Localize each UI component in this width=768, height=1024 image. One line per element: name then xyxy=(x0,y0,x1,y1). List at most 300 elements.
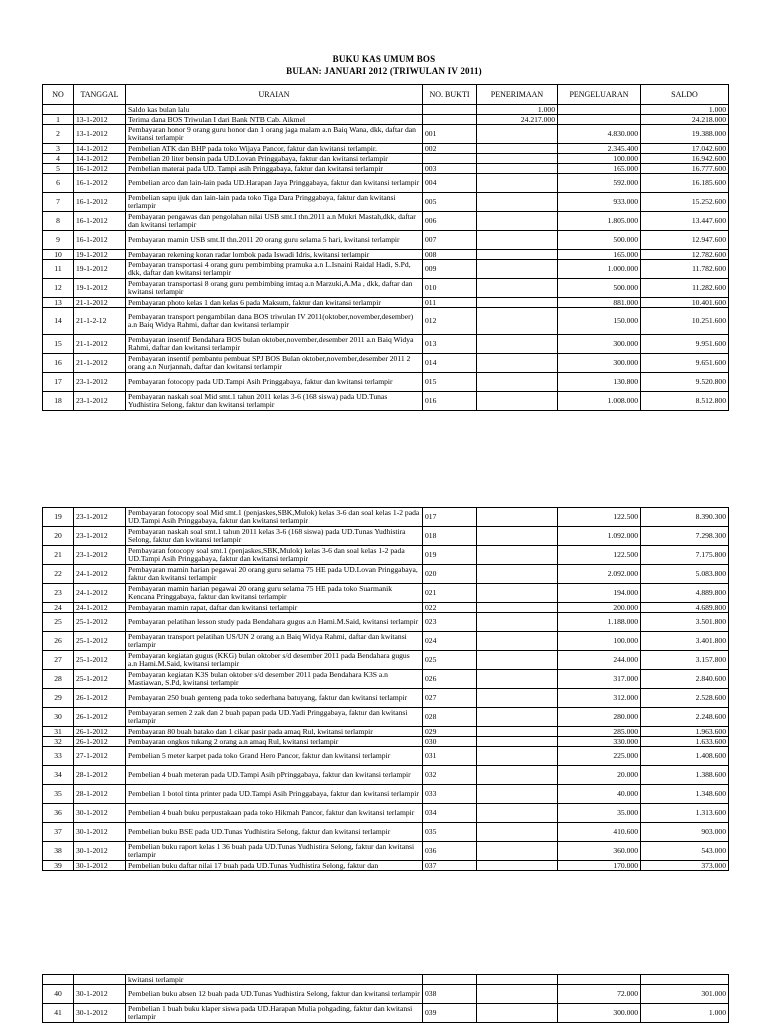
cell-no: 5 xyxy=(43,164,74,174)
header-no-bukti: NO. BUKTI xyxy=(423,85,477,105)
cell-no: 11 xyxy=(43,260,74,279)
cell-uraian: Pembayaran semen 2 zak dan 2 buah papan pada UD.Yadi Pringgabaya, faktur dan kwitansi terlampir xyxy=(126,708,423,727)
cell-penerimaan xyxy=(477,392,558,411)
cell-no: 25 xyxy=(43,613,74,632)
table-row xyxy=(43,115,729,125)
cell-saldo: 24.218.000 xyxy=(641,115,729,125)
table-row xyxy=(43,335,729,354)
cell-uraian: Pembayaran transportasi 8 orang guru pembimbing imtaq a.n Marzuki,A.Ma , dkk, daftar dan kwitansi terlampir xyxy=(126,279,423,298)
cell-pengeluaran: 244.000 xyxy=(558,651,641,670)
cell-penerimaan xyxy=(477,823,558,842)
cell-pengeluaran: 500.000 xyxy=(558,231,641,250)
cell-uraian: Pembayaran mamin USB smt.II thn.2011 20 orang guru selama 5 hari, kwitansi terlampir xyxy=(126,231,423,250)
cell-tanggal xyxy=(74,975,126,985)
cell-uraian: Pembelian 4 buah buku perpustakaan pada toko Hikmah Pancor, faktur dan kwitansi terlampir xyxy=(126,804,423,823)
cell-uraian: Pembayaran ongkos tukang 2 orang a.n amaq Rul, kwitansi terlampir xyxy=(126,737,423,747)
table-row xyxy=(43,747,729,766)
cell-penerimaan xyxy=(477,985,558,1004)
cell-uraian: Pembayaran naskah soal smt.1 tahun 2011 kelas 3-6 (168 siswa) pada UD.Tunas Yudhistira Selong, faktur dan kwitansi terlampir xyxy=(126,527,423,546)
cell-no-bukti: 031 xyxy=(423,747,477,766)
cell-no-bukti: 010 xyxy=(423,279,477,298)
cell-no-bukti: 007 xyxy=(423,231,477,250)
cell-no-bukti: 030 xyxy=(423,737,477,747)
table-row xyxy=(43,975,729,985)
cell-uraian: Pembelian 4 buah meteran pada UD.Tampi Asih pPringgabaya, faktur dan kwitansi terlampir xyxy=(126,766,423,785)
cell-saldo: 19.388.000 xyxy=(641,125,729,144)
cell-pengeluaran: 500.000 xyxy=(558,279,641,298)
cell-no: 12 xyxy=(43,279,74,298)
cell-no: 2 xyxy=(43,125,74,144)
cell-penerimaan xyxy=(477,1004,558,1023)
cell-pengeluaran: 165.000 xyxy=(558,164,641,174)
cell-no-bukti: 015 xyxy=(423,373,477,392)
cell-no: 9 xyxy=(43,231,74,250)
cell-tanggal: 16-1-2012 xyxy=(74,174,126,193)
cell-saldo: 1.000 xyxy=(641,1004,729,1023)
cell-uraian: Pembayaran 250 buah genteng pada toko sederhana batuyang, faktur dan kwitansi terlampir xyxy=(126,689,423,708)
cell-pengeluaran: 72.000 xyxy=(558,985,641,1004)
cell-tanggal: 26-1-2012 xyxy=(74,689,126,708)
cell-pengeluaran: 165.000 xyxy=(558,250,641,260)
cell-no: 27 xyxy=(43,651,74,670)
cell-uraian: Pembelian buku absen 12 buah pada UD.Tunas Yudhistira Selong, faktur dan kwitansi terlampir xyxy=(126,985,423,1004)
cell-saldo: 11.782.600 xyxy=(641,260,729,279)
cell-no-bukti: 001 xyxy=(423,125,477,144)
document-title: BUKU KAS UMUM BOS xyxy=(332,54,436,64)
cell-tanggal: 23-1-2012 xyxy=(74,527,126,546)
cell-pengeluaran: 1.188.000 xyxy=(558,613,641,632)
cell-tanggal: 25-1-2012 xyxy=(74,613,126,632)
cell-saldo: 12.782.600 xyxy=(641,250,729,260)
cell-tanggal: 23-1-2012 xyxy=(74,373,126,392)
cell-pengeluaran: 592.000 xyxy=(558,174,641,193)
table-row xyxy=(43,565,729,584)
cell-saldo: 1.963.600 xyxy=(641,727,729,737)
cell-pengeluaran: 300.000 xyxy=(558,335,641,354)
cell-no-bukti xyxy=(423,154,477,164)
cell-uraian: Pembayaran mamin harian pegawai 20 orang guru selama 75 HE pada UD.Lovan Pringgabaya, faktur dan kwitansi terlampir xyxy=(126,565,423,584)
cell-penerimaan xyxy=(477,125,558,144)
cell-pengeluaran: 170.000 xyxy=(558,861,641,871)
cell-uraian: Pembayaran fotocopy soal Mid smt.1 (penjaskes,SBK,Mulok) kelas 3-6 dan soal kelas 1-2 pada UD.Tampi Asih Pringgabaya, faktur dan kwitansi terlampir xyxy=(126,508,423,527)
cell-uraian: kwitansi terlampir xyxy=(126,975,423,985)
cell-saldo: 5.083.800 xyxy=(641,565,729,584)
header-penerimaan: PENERIMAAN xyxy=(477,85,558,105)
cell-penerimaan xyxy=(477,861,558,871)
cell-no: 41 xyxy=(43,1004,74,1023)
cell-penerimaan xyxy=(477,613,558,632)
cell-uraian: Pembayaran insentif Bendahara BOS bulan oktober,november,desember 2011 a.n Baiq Widya Rahmi, daftar dan kwitansi terlampir xyxy=(126,335,423,354)
cell-no xyxy=(43,105,74,115)
cell-penerimaan xyxy=(477,785,558,804)
table-row xyxy=(43,308,729,335)
cell-tanggal: 30-1-2012 xyxy=(74,861,126,871)
cell-no: 32 xyxy=(43,737,74,747)
cell-pengeluaran: 100.000 xyxy=(558,154,641,164)
cell-no: 1 xyxy=(43,115,74,125)
cell-pengeluaran xyxy=(558,105,641,115)
cell-penerimaan xyxy=(477,298,558,308)
cell-no: 19 xyxy=(43,508,74,527)
cell-no: 28 xyxy=(43,670,74,689)
cell-no: 26 xyxy=(43,632,74,651)
cell-pengeluaran: 4.830.000 xyxy=(558,125,641,144)
table-row xyxy=(43,260,729,279)
cell-no-bukti: 003 xyxy=(423,164,477,174)
table-row xyxy=(43,651,729,670)
cell-uraian: Pembayaran 80 buah batako dan 1 cikar pasir pada amaq Rul, kwitansi terlampir xyxy=(126,727,423,737)
cell-saldo: 1.313.600 xyxy=(641,804,729,823)
cell-no-bukti xyxy=(423,975,477,985)
cell-uraian: Pembayaran transport pelatihan US/UN 2 orang a.n Baiq Widya Rahmi, daftar dan kwitansi terlampir xyxy=(126,632,423,651)
cell-saldo xyxy=(641,975,729,985)
cell-pengeluaran: 280.000 xyxy=(558,708,641,727)
cell-saldo: 8.390.300 xyxy=(641,508,729,527)
cell-penerimaan xyxy=(477,212,558,231)
cell-penerimaan xyxy=(477,603,558,613)
cell-no-bukti: 036 xyxy=(423,842,477,861)
cell-no: 24 xyxy=(43,603,74,613)
cell-saldo: 4.889.800 xyxy=(641,584,729,603)
cell-tanggal: 21-1-2012 xyxy=(74,335,126,354)
table-row xyxy=(43,193,729,212)
cell-penerimaan: 1.000 xyxy=(477,105,558,115)
cell-saldo: 1.348.600 xyxy=(641,785,729,804)
table-row xyxy=(43,737,729,747)
cell-saldo: 301.000 xyxy=(641,985,729,1004)
table-row xyxy=(43,508,729,527)
cell-tanggal: 25-1-2012 xyxy=(74,632,126,651)
cell-saldo: 13.447.600 xyxy=(641,212,729,231)
cell-tanggal: 27-1-2012 xyxy=(74,747,126,766)
cell-saldo: 7.175.800 xyxy=(641,546,729,565)
cell-tanggal: 21-1-2012 xyxy=(74,298,126,308)
cell-uraian: Saldo kas bulan lalu xyxy=(126,105,423,115)
cell-saldo: 16.777.600 xyxy=(641,164,729,174)
cell-saldo: 3.157.800 xyxy=(641,651,729,670)
cell-penerimaan xyxy=(477,670,558,689)
cell-no-bukti: 006 xyxy=(423,212,477,231)
cell-no: 37 xyxy=(43,823,74,842)
cell-penerimaan xyxy=(477,737,558,747)
cell-no-bukti: 009 xyxy=(423,260,477,279)
cell-tanggal xyxy=(74,105,126,115)
cell-pengeluaran: 225.000 xyxy=(558,747,641,766)
cell-uraian: Pembelian buku raport kelas 1 36 buah pada UD.Tunas Yudhistira Selong, faktur dan kwitansi terlampir xyxy=(126,842,423,861)
cell-tanggal: 28-1-2012 xyxy=(74,785,126,804)
cell-pengeluaran: 1.008.000 xyxy=(558,392,641,411)
cell-penerimaan xyxy=(477,727,558,737)
cell-penerimaan xyxy=(477,144,558,154)
cell-penerimaan xyxy=(477,632,558,651)
cell-uraian: Pembayaran naskah soal Mid smt.1 tahun 2011 kelas 3-6 (168 siswa) pada UD.Tunas Yudhistira Selong, faktur dan kwitansi terlampir xyxy=(126,392,423,411)
cell-no xyxy=(43,975,74,985)
cell-tanggal: 24-1-2012 xyxy=(74,603,126,613)
cell-uraian: Pembayaran kegiatan gugus (KKG) bulan oktober s/d desember 2011 pada Bendahara gugus a.n Hami.M.Said, kwitansi terlampir xyxy=(126,651,423,670)
cell-no: 22 xyxy=(43,565,74,584)
table-row xyxy=(43,785,729,804)
table-row xyxy=(43,632,729,651)
cell-penerimaan xyxy=(477,164,558,174)
table-row xyxy=(43,105,729,115)
cell-no-bukti: 023 xyxy=(423,613,477,632)
cell-saldo: 1.388.600 xyxy=(641,766,729,785)
cell-no: 7 xyxy=(43,193,74,212)
table-row xyxy=(43,603,729,613)
cell-penerimaan: 24.217.000 xyxy=(477,115,558,125)
cell-pengeluaran xyxy=(558,115,641,125)
cell-saldo: 3.501.800 xyxy=(641,613,729,632)
cell-saldo: 543.000 xyxy=(641,842,729,861)
cell-saldo: 8.512.800 xyxy=(641,392,729,411)
cell-no-bukti: 014 xyxy=(423,354,477,373)
cell-pengeluaran: 150.000 xyxy=(558,308,641,335)
header-no: NO xyxy=(43,85,74,105)
cell-no-bukti: 018 xyxy=(423,527,477,546)
cell-tanggal: 16-1-2012 xyxy=(74,193,126,212)
cell-penerimaan xyxy=(477,354,558,373)
cell-penerimaan xyxy=(477,747,558,766)
cell-pengeluaran: 20.000 xyxy=(558,766,641,785)
cell-uraian: Pembelian ATK dan BHP pada toko Wijaya Pancor, faktur dan kwitansi terlampir. xyxy=(126,144,423,154)
cell-saldo: 10.251.600 xyxy=(641,308,729,335)
cell-uraian: Pembayaran transport pengambilan dana BOS triwulan IV 2011(oktober,november,desember) a.n Baiq Widya Rahmi, daftar dan kwitansi terlampir xyxy=(126,308,423,335)
cell-uraian: Pembelian 1 buah buku klaper siswa pada UD.Harapan Mulia pohgading, faktur dan kwitansi terlampir xyxy=(126,1004,423,1023)
cell-saldo: 2.248.600 xyxy=(641,708,729,727)
table-row xyxy=(43,689,729,708)
cell-no-bukti: 026 xyxy=(423,670,477,689)
cell-no-bukti: 025 xyxy=(423,651,477,670)
cell-no: 23 xyxy=(43,584,74,603)
ledger-table-page-2 xyxy=(42,507,729,871)
table-row xyxy=(43,670,729,689)
cell-uraian: Pembelian materai pada UD. Tampi asih Pringgabaya, faktur dan kwitansi terlampir xyxy=(126,164,423,174)
cell-saldo: 12.947.600 xyxy=(641,231,729,250)
table-row xyxy=(43,1004,729,1023)
cell-no-bukti: 012 xyxy=(423,308,477,335)
cell-pengeluaran: 1.805.000 xyxy=(558,212,641,231)
cell-saldo: 15.252.600 xyxy=(641,193,729,212)
cell-saldo: 17.042.600 xyxy=(641,144,729,154)
table-row xyxy=(43,373,729,392)
cell-uraian: Pembayaran photo kelas 1 dan kelas 6 pada Maksum, faktur dan kwitansi terlampir xyxy=(126,298,423,308)
cell-no: 38 xyxy=(43,842,74,861)
cell-pengeluaran: 122.500 xyxy=(558,508,641,527)
cell-uraian: Pembayaran pelatihan lesson study pada Bendahara gugus a.n Hami.M.Said, kwitansi terlampir xyxy=(126,613,423,632)
cell-no: 36 xyxy=(43,804,74,823)
cell-penerimaan xyxy=(477,842,558,861)
cell-tanggal: 23-1-2012 xyxy=(74,392,126,411)
cell-tanggal: 23-1-2012 xyxy=(74,546,126,565)
table-row xyxy=(43,125,729,144)
header-uraian: URAIAN xyxy=(126,85,423,105)
cell-no: 20 xyxy=(43,527,74,546)
cell-tanggal: 23-1-2012 xyxy=(74,508,126,527)
cell-pengeluaran: 330.000 xyxy=(558,737,641,747)
table-row xyxy=(43,212,729,231)
cell-uraian: Pembelian 20 liter bensin pada UD.Lovan Pringgabaya, faktur dan kwitansi terlampir xyxy=(126,154,423,164)
cell-tanggal: 19-1-2012 xyxy=(74,260,126,279)
cell-no: 16 xyxy=(43,354,74,373)
cell-no-bukti xyxy=(423,105,477,115)
table-row xyxy=(43,231,729,250)
cell-saldo: 4.689.800 xyxy=(641,603,729,613)
cell-tanggal: 25-1-2012 xyxy=(74,651,126,670)
cell-penerimaan xyxy=(477,154,558,164)
cell-penerimaan xyxy=(477,279,558,298)
cell-penerimaan xyxy=(477,975,558,985)
cell-tanggal: 28-1-2012 xyxy=(74,766,126,785)
cell-penerimaan xyxy=(477,335,558,354)
table-row xyxy=(43,250,729,260)
cell-penerimaan xyxy=(477,651,558,670)
cell-no-bukti: 017 xyxy=(423,508,477,527)
cell-no: 10 xyxy=(43,250,74,260)
cell-pengeluaran: 2.092.000 xyxy=(558,565,641,584)
cell-penerimaan xyxy=(477,766,558,785)
document-subtitle: BULAN: JANUARI 2012 (TRIWULAN IV 2011) xyxy=(286,66,482,76)
header-saldo: SALDO xyxy=(641,85,729,105)
table-row xyxy=(43,842,729,861)
cell-tanggal: 26-1-2012 xyxy=(74,708,126,727)
cell-penerimaan xyxy=(477,174,558,193)
cell-saldo: 1.000 xyxy=(641,105,729,115)
cell-tanggal: 26-1-2012 xyxy=(74,737,126,747)
cell-uraian: Pembelian sapu ijuk dan lain-lain pada toko Tiga Dara Pringgabaya, faktur dan kwitansi terlampir xyxy=(126,193,423,212)
cell-uraian: Pembayaran transportasi 4 orang guru pembimbing pramuka a.n L.Isnaini Raidal Hadi, S.Pd, dkk, daftar dan kwitansi terlampir xyxy=(126,260,423,279)
table-row xyxy=(43,613,729,632)
cell-uraian: Pembelian buku BSE pada UD.Tunas Yudhistira Selong, faktur dan kwitansi terlampir xyxy=(126,823,423,842)
cell-penerimaan xyxy=(477,527,558,546)
cell-no-bukti: 022 xyxy=(423,603,477,613)
cell-no: 40 xyxy=(43,985,74,1004)
cell-no-bukti: 004 xyxy=(423,174,477,193)
cell-uraian: Pembayaran honor 9 orang guru honor dan 1 orang jaga malam a.n Baiq Wana, dkk, daftar dan kwitansi terlampir xyxy=(126,125,423,144)
table-row xyxy=(43,298,729,308)
cell-no: 18 xyxy=(43,392,74,411)
cell-pengeluaran: 360.000 xyxy=(558,842,641,861)
cell-uraian: Pembelian arco dan lain-lain pada UD.Harapan Jaya Pringgabaya, faktur dan kwitansi terlampir xyxy=(126,174,423,193)
table-row xyxy=(43,584,729,603)
cell-tanggal: 30-1-2012 xyxy=(74,842,126,861)
table-row xyxy=(43,527,729,546)
cell-no-bukti: 024 xyxy=(423,632,477,651)
cell-penerimaan xyxy=(477,689,558,708)
cell-no: 31 xyxy=(43,727,74,737)
cell-uraian: Pembayaran insentif pembantu pembuat SPJ BOS Bulan oktober,november,desember 2011 2 orang a.n Nurjannah, daftar dan kwitansi terlampir xyxy=(126,354,423,373)
cell-no: 30 xyxy=(43,708,74,727)
cell-no: 13 xyxy=(43,298,74,308)
table-row xyxy=(43,727,729,737)
table-row xyxy=(43,354,729,373)
cell-no-bukti: 021 xyxy=(423,584,477,603)
cell-pengeluaran: 300.000 xyxy=(558,1004,641,1023)
cell-pengeluaran: 410.600 xyxy=(558,823,641,842)
table-row xyxy=(43,154,729,164)
table-row xyxy=(43,279,729,298)
cell-tanggal: 30-1-2012 xyxy=(74,804,126,823)
cell-penerimaan xyxy=(477,546,558,565)
cell-no-bukti: 020 xyxy=(423,565,477,584)
cell-no: 34 xyxy=(43,766,74,785)
cell-no: 17 xyxy=(43,373,74,392)
cell-no: 6 xyxy=(43,174,74,193)
cell-saldo: 1.633.600 xyxy=(641,737,729,747)
cell-no: 3 xyxy=(43,144,74,154)
cell-pengeluaran: 300.000 xyxy=(558,354,641,373)
cell-no: 39 xyxy=(43,861,74,871)
header-tanggal: TANGGAL xyxy=(74,85,126,105)
cell-penerimaan xyxy=(477,193,558,212)
cell-no-bukti: 008 xyxy=(423,250,477,260)
cell-no: 8 xyxy=(43,212,74,231)
cell-no-bukti: 035 xyxy=(423,823,477,842)
cell-pengeluaran: 200.000 xyxy=(558,603,641,613)
table-row xyxy=(43,392,729,411)
cell-no: 15 xyxy=(43,335,74,354)
cell-no-bukti: 011 xyxy=(423,298,477,308)
cell-uraian: Pembelian buku daftar nilai 17 buah pada UD.Tunas Yudhistira Selong, faktur dan xyxy=(126,861,423,871)
cell-saldo: 16.185.600 xyxy=(641,174,729,193)
cell-saldo: 3.401.800 xyxy=(641,632,729,651)
cell-saldo: 9.520.800 xyxy=(641,373,729,392)
table-row xyxy=(43,823,729,842)
cell-tanggal: 19-1-2012 xyxy=(74,279,126,298)
cell-tanggal: 26-1-2012 xyxy=(74,727,126,737)
cell-saldo: 1.408.600 xyxy=(641,747,729,766)
cell-no-bukti: 038 xyxy=(423,985,477,1004)
cell-penerimaan xyxy=(477,260,558,279)
cell-no-bukti: 016 xyxy=(423,392,477,411)
cell-pengeluaran: 1.092.000 xyxy=(558,527,641,546)
cell-uraian: Pembelian 1 botol tinta printer pada UD.Tampi Asih Pringgabaya, faktur dan kwitansi terlampir xyxy=(126,785,423,804)
cell-no-bukti: 005 xyxy=(423,193,477,212)
cell-tanggal: 14-1-2012 xyxy=(74,154,126,164)
cell-penerimaan xyxy=(477,250,558,260)
cell-uraian: Pembayaran fotocopy soal smt.1 (penjaskes,SBK,Mulok) kelas 3-6 dan soal kelas 1-2 pada UD.Tampi Asih Pringgabaya, faktur dan kwitansi terlampir xyxy=(126,546,423,565)
table-row xyxy=(43,861,729,871)
cell-tanggal: 16-1-2012 xyxy=(74,212,126,231)
cell-saldo: 10.401.600 xyxy=(641,298,729,308)
cell-pengeluaran: 122.500 xyxy=(558,546,641,565)
cell-no: 35 xyxy=(43,785,74,804)
cell-tanggal: 30-1-2012 xyxy=(74,985,126,1004)
cell-saldo: 9.951.600 xyxy=(641,335,729,354)
cell-tanggal: 19-1-2012 xyxy=(74,250,126,260)
cell-no-bukti: 037 xyxy=(423,861,477,871)
cell-uraian: Pembayaran mamin rapat, daftar dan kwitansi terlampir xyxy=(126,603,423,613)
cell-no: 21 xyxy=(43,546,74,565)
cell-uraian: Pembayaran mamin harian pegawai 20 orang guru selama 75 HE pada toko Suarmanik Kencana Pringgabaya, faktur dan kwitansi terlampir xyxy=(126,584,423,603)
cell-penerimaan xyxy=(477,708,558,727)
cell-tanggal: 16-1-2012 xyxy=(74,164,126,174)
table-row xyxy=(43,708,729,727)
cell-no-bukti xyxy=(423,115,477,125)
cell-pengeluaran xyxy=(558,975,641,985)
cell-no-bukti: 029 xyxy=(423,727,477,737)
cell-uraian: Pembayaran fotocopy pada UD.Tampi Asih Pringgabaya, faktur dan kwitansi terlampir xyxy=(126,373,423,392)
table-row xyxy=(43,985,729,1004)
cell-penerimaan xyxy=(477,231,558,250)
cell-tanggal: 13-1-2012 xyxy=(74,115,126,125)
table-row xyxy=(43,164,729,174)
cell-saldo: 7.298.300 xyxy=(641,527,729,546)
cell-pengeluaran: 100.000 xyxy=(558,632,641,651)
cell-no-bukti: 034 xyxy=(423,804,477,823)
cell-saldo: 9.651.600 xyxy=(641,354,729,373)
cell-tanggal: 24-1-2012 xyxy=(74,565,126,584)
cell-pengeluaran: 933.000 xyxy=(558,193,641,212)
